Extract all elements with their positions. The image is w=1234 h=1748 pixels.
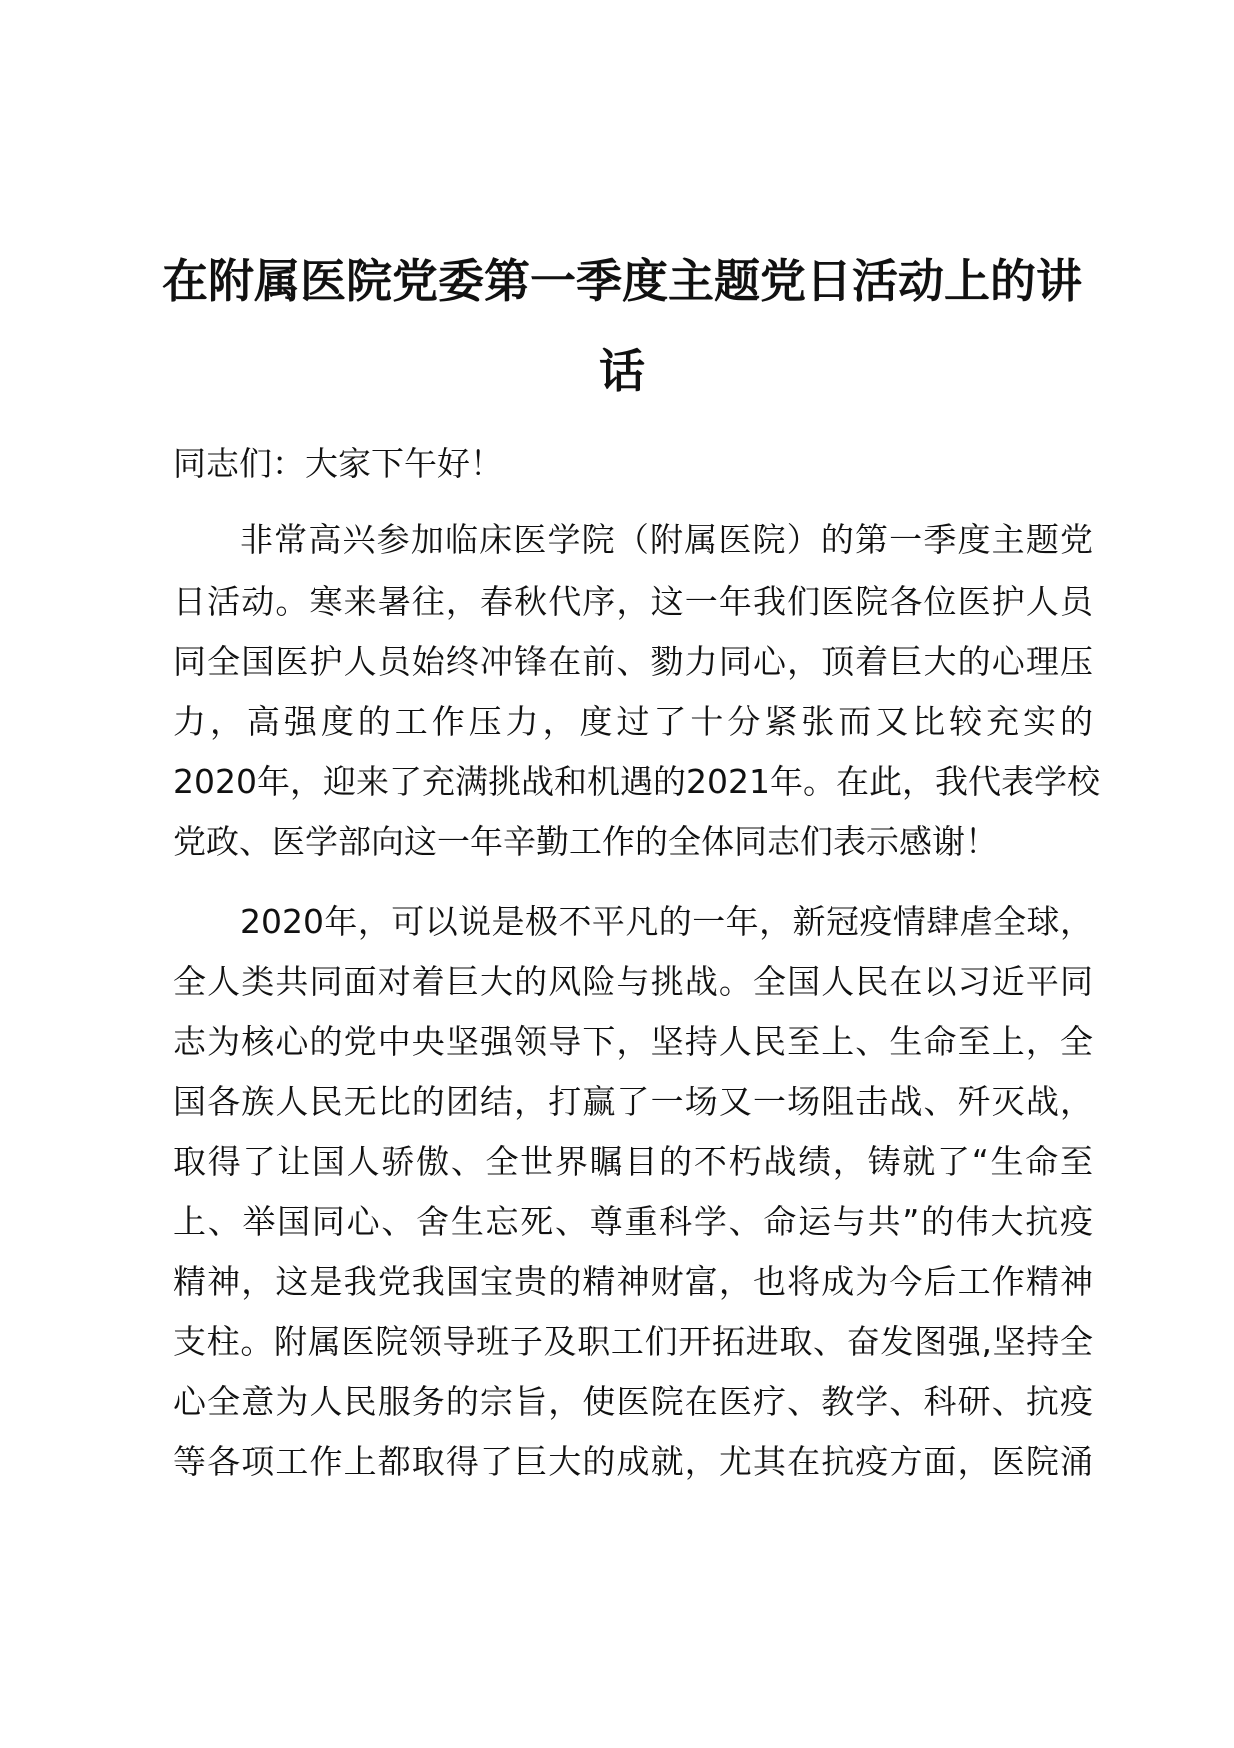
paragraph-2-line-8: 支柱。附属医院领导班子及职工们开拓进取、奋发图强,坚持全 xyxy=(173,1322,1093,1361)
paragraph-1-line-5: 2020年，迎来了充满挑战和机遇的2021年。在此，我代表学校 xyxy=(173,762,1100,801)
paragraph-2-line-1: 2020年，可以说是极不平凡的一年，新冠疫情肆虐全球， xyxy=(240,902,1093,941)
paragraph-2-line-7: 精神，这是我党我国宝贵的精神财富，也将成为今后工作精神 xyxy=(173,1262,1093,1301)
paragraph-1-line-4: 力，高强度的工作压力，度过了十分紧张而又比较充实的 xyxy=(173,702,1093,741)
paragraph-2-line-10: 等各项工作上都取得了巨大的成就，尤其在抗疫方面，医院涌 xyxy=(173,1442,1093,1481)
paragraph-2-line-3: 志为核心的党中央坚强领导下，坚持人民至上、生命至上，全 xyxy=(173,1022,1093,1061)
paragraph-1-line-1: 非常高兴参加临床医学院（附属医院）的第一季度主题党 xyxy=(240,520,1093,559)
document-title-line-1: 在附属医院党委第一季度主题党日活动上的讲 xyxy=(162,254,1082,308)
document-title-line-2: 话 xyxy=(599,344,645,398)
paragraph-2-line-5: 取得了让国人骄傲、全世界瞩目的不朽战绩，铸就了“生命至 xyxy=(173,1142,1093,1181)
salutation: 同志们：大家下午好！ xyxy=(173,444,503,483)
paragraph-2-line-9: 心全意为人民服务的宗旨，使医院在医疗、教学、科研、抗疫 xyxy=(173,1382,1093,1421)
paragraph-2-line-6: 上、举国同心、舍生忘死、尊重科学、命运与共”的伟大抗疫 xyxy=(173,1202,1093,1241)
paragraph-2-line-2: 全人类共同面对着巨大的风险与挑战。全国人民在以习近平同 xyxy=(173,962,1093,1001)
paragraph-2-line-4: 国各族人民无比的团结，打赢了一场又一场阻击战、歼灭战， xyxy=(173,1082,1093,1121)
paragraph-1-line-3: 同全国医护人员始终冲锋在前、勠力同心，顶着巨大的心理压 xyxy=(173,642,1093,681)
paragraph-1-line-6: 党政、医学部向这一年辛勤工作的全体同志们表示感谢！ xyxy=(173,822,998,861)
paragraph-1-line-2: 日活动。寒来暑往，春秋代序，这一年我们医院各位医护人员 xyxy=(173,582,1093,621)
